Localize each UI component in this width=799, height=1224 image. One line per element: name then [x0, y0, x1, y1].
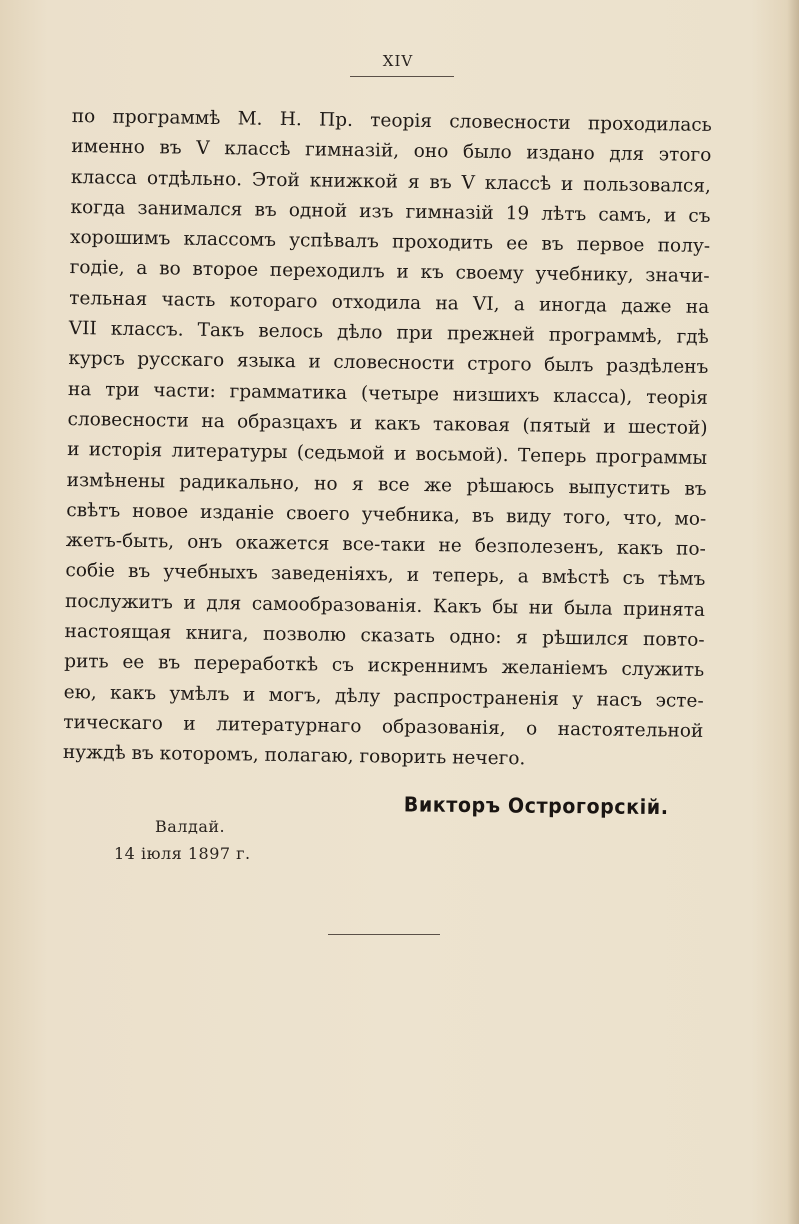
text-line: жетъ-быть, онъ окажется все-таки не безполезенъ, какъ по-	[65, 530, 706, 561]
date-of-writing: 14 іюля 1897 г.	[114, 844, 251, 863]
text-line: когда занимался въ одной изъ гимназій 19 лѣтъ самъ, и съ	[70, 196, 711, 227]
text-line: и исторія литературы (седьмой и восьмой). Теперь программы	[66, 439, 708, 470]
place-of-writing: Валдай.	[155, 817, 226, 836]
text-line: хорошимъ классомъ успѣвалъ проходить ее въ первое полу-	[69, 227, 711, 258]
text-line: нуждѣ въ которомъ, полагаю, говорить нечего.	[62, 742, 526, 770]
text-line: тическаго и литературнаго образованія, о настоятельной	[63, 711, 704, 742]
header-rule	[350, 76, 454, 77]
page-number: XIV	[382, 52, 414, 70]
text-line: собіе въ учебныхъ заведеніяхъ, и теперь, а вмѣстѣ съ тѣмъ	[65, 560, 706, 591]
text-line: VII классъ. Такъ велось дѣло при прежней программѣ, гдѣ	[68, 318, 709, 348]
text-line: именно въ V классѣ гимназій, оно было издано для этого	[71, 136, 712, 167]
text-line: свѣтъ новое изданіе своего учебника, въ виду того, что, мо-	[66, 499, 707, 530]
end-rule	[328, 934, 440, 935]
text-line: годіе, а во второе переходилъ и къ своему учебнику, значи-	[69, 257, 710, 288]
text-line: измѣнены радикально, но я все же рѣшаюсь выпустить въ	[66, 469, 707, 500]
author-signature: Викторъ Острогорскій.	[403, 793, 669, 820]
text-line: настоящая книга, позволю сказать одно: я рѣшился повто-	[64, 620, 705, 651]
text-line: курсъ русскаго языка и словесности строго былъ раздѣленъ	[68, 348, 709, 379]
page-edge-shadow	[787, 0, 799, 1224]
text-line: тельная часть котораго отходила на VI, а иногда даже на	[69, 287, 710, 318]
body-paragraph	[63, 102, 712, 777]
text-line: рить ее въ переработкѣ съ искреннимъ желаніемъ служить	[64, 651, 705, 682]
text-line: класса отдѣльно. Этой книжкой я въ V классѣ и пользовался,	[70, 166, 712, 197]
text-line: на три части: грамматика (четыре низшихъ класса), теорія	[67, 378, 709, 409]
text-line: послужитъ и для самообразованія. Какъ бы ни была принята	[64, 590, 706, 621]
text-line: словесности на образцахъ и какъ таковая (пятый и шестой)	[67, 408, 708, 439]
text-line: по программѣ М. Н. Пр. теорія словесности проходилась	[71, 105, 712, 136]
text-line: ею, какъ умѣлъ и могъ, дѣлу распространенія у насъ эсте-	[63, 681, 704, 712]
